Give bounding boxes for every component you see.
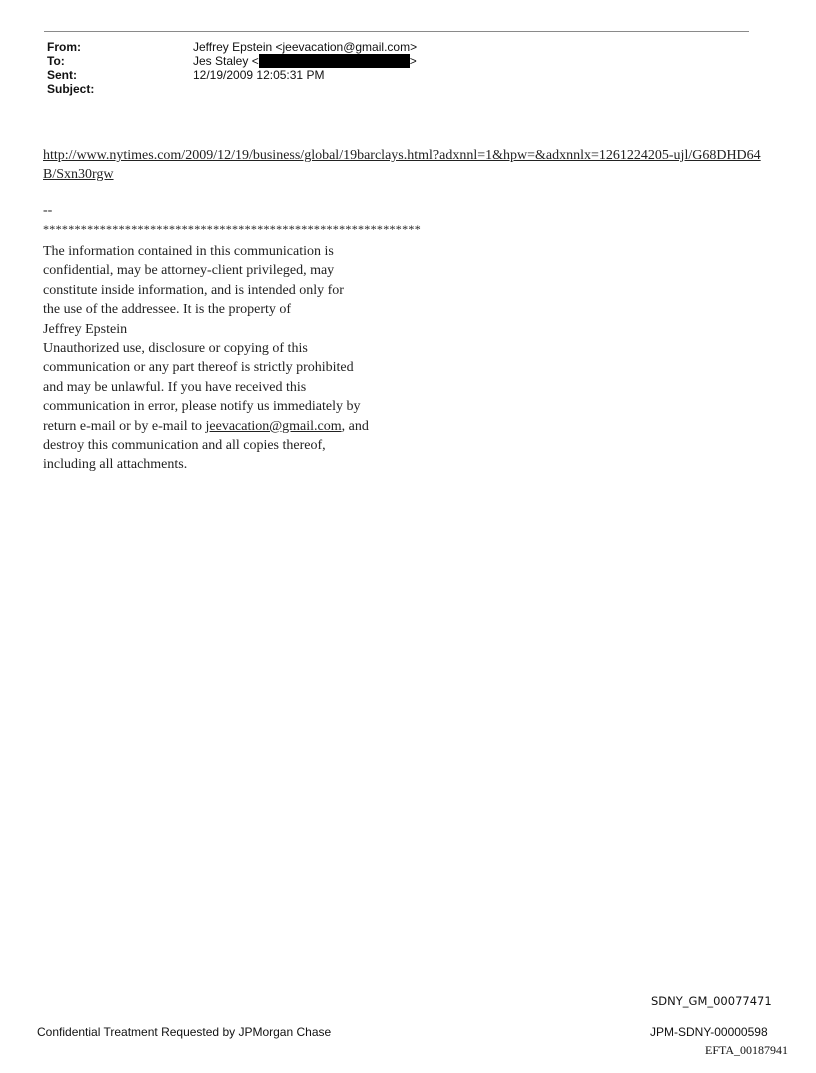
email-header [47,40,417,96]
disclaimer-line: the use of the addressee. It is the property of [43,302,292,318]
disclaimer-line: confidential, may be attorney-client privileged, may [43,263,335,279]
article-link[interactable]: http://www.nytimes.com/2009/12/19/business/global/19barclays.html?adxnnl=1&hpw=&adxnnlx=1261224205-ujl/G68DHD64B/Sxn30rgw [43,148,761,182]
disclaimer-line [43,417,369,436]
bates-number-sdny: SDNY_GM_00077471 [651,994,772,1008]
to-label: To: [47,54,65,68]
signature-stars: ************************************************************ [43,222,421,236]
to-value-prefix: Jes Staley < [193,54,259,68]
to-value-suffix: > [409,54,417,68]
disclaimer-line: The information contained in this communication is [43,244,334,259]
to-value [193,54,417,68]
bates-number-efta: EFTA_00187941 [705,1043,789,1057]
from-row [47,40,417,54]
subject-row [47,82,417,96]
disclaimer-email-link[interactable]: jeevacation@gmail.com [205,418,342,434]
header-divider [44,31,749,32]
disclaimer-line: communication in error, please notify us immediately by [43,399,361,415]
redaction-box [259,54,410,68]
disclaimer-line: constitute inside information, and is intended only for [43,282,344,298]
sent-row [47,68,417,82]
disclaimer-line: including all attachments. [43,457,188,473]
sent-label: Sent: [47,68,77,82]
disclaimer-text: , and [341,418,369,434]
disclaimer-line: and may be unlawful. If you have received this [43,379,307,395]
disclaimer-line: destroy this communication and all copies thereof, [43,438,326,454]
disclaimer-line: Unauthorized use, disclosure or copying of this [43,341,308,357]
to-row [47,54,417,68]
disclaimer-line: communication or any part thereof is strictly prohibited [43,360,354,376]
from-value: Jeffrey Epstein <jeevacation@gmail.com> [193,40,418,54]
from-label: From: [47,40,81,54]
disclaimer-text: return e-mail or by e-mail to [43,418,206,434]
confidentiality-disclaimer [43,242,369,475]
signature-separator: -- [43,203,53,218]
bates-number-jpm: JPM-SDNY-00000598 [650,1025,768,1039]
subject-label: Subject: [47,82,95,96]
sent-value: 12/19/2009 12:05:31 PM [193,68,325,82]
disclaimer-line: Jeffrey Epstein [43,321,128,337]
confidential-treatment-note: Confidential Treatment Requested by JPMorgan Chase [37,1025,332,1039]
